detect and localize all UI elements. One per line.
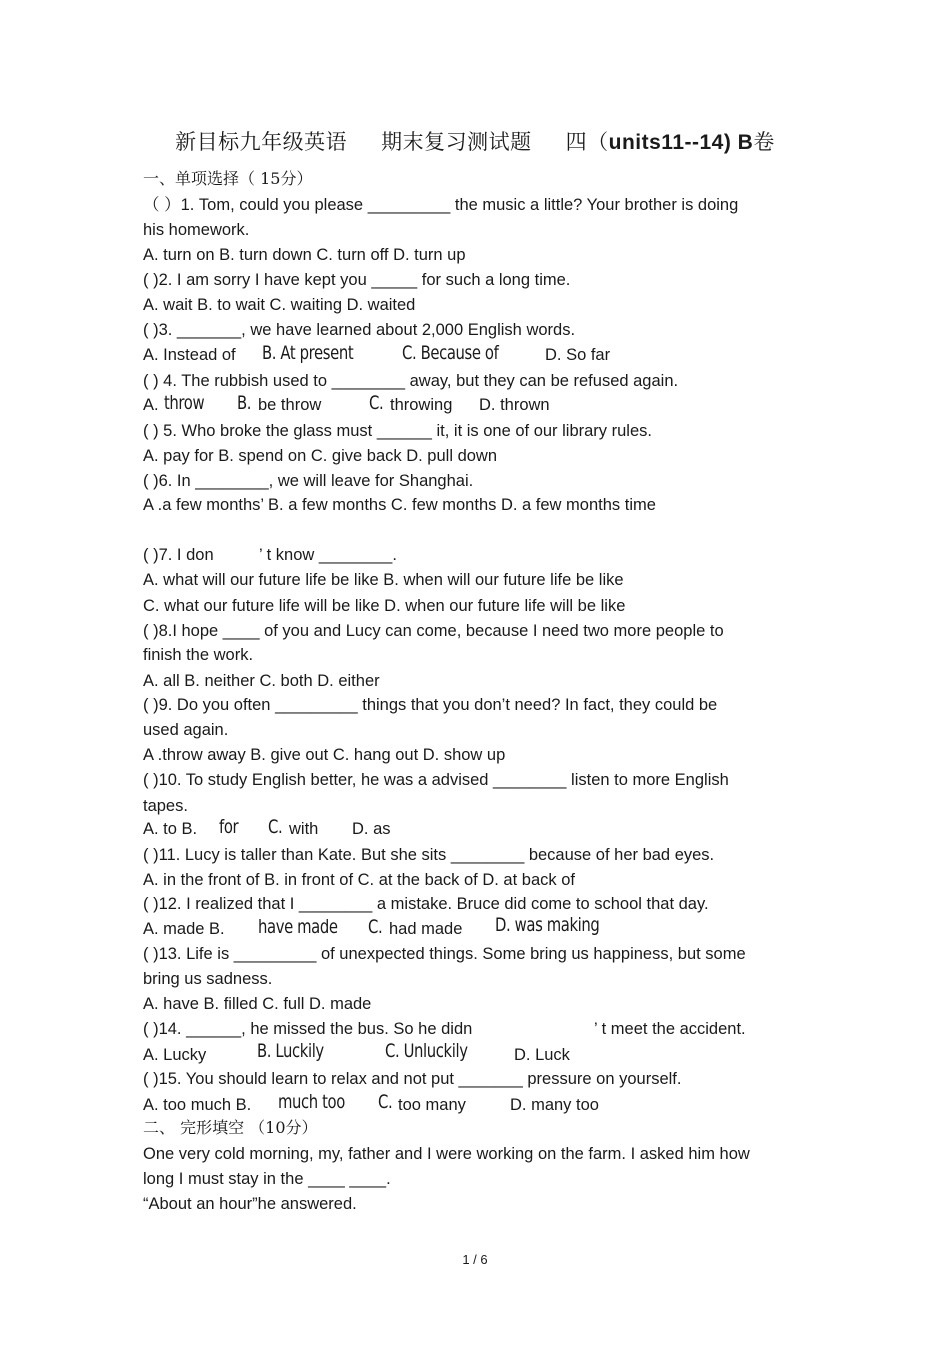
question-8-stem-cont: finish the work.	[143, 646, 254, 664]
section-heading: 一、单项选择（ 15分）	[143, 169, 313, 188]
question-10-option-a: A. to B.	[143, 820, 198, 838]
question-12-stem: ( )12. I realized that I ________ a mistake. Bruce did come to school that day.	[143, 895, 709, 913]
question-1-options: A. turn on B. turn down C. turn off D. turn up	[143, 246, 466, 264]
question-15-stem: ( )15. You should learn to relax and not put _______ pressure on yourself.	[143, 1070, 682, 1088]
question-3-option-d: D. So far	[545, 346, 611, 364]
handwritten-text: C.	[368, 916, 383, 938]
question-12-option-d	[495, 914, 629, 937]
handwritten-text: much too	[278, 1091, 345, 1113]
question-15-option-b	[278, 1091, 364, 1114]
question-7-stem-cont: ’ t know ________.	[259, 546, 397, 564]
question-4-option-a-label: A.	[143, 396, 159, 414]
question-4-option-c: throwing	[390, 396, 453, 414]
handwritten-text: B. At present	[262, 342, 354, 364]
question-4-option-b: be throw	[258, 396, 322, 414]
handwritten-text: C.	[369, 392, 384, 414]
handwritten-text: B.	[237, 392, 252, 414]
title-part-2: 期末复习测试题	[381, 130, 532, 154]
question-8-stem: ( )8.I hope ____ of you and Lucy can come, because I need two more people to	[143, 622, 724, 640]
question-5-options: A. pay for B. spend on C. give back D. pull down	[143, 447, 498, 465]
question-11-options: A. in the front of B. in front of C. at the back of D. at back of	[143, 871, 575, 889]
page-number: 1 / 6	[462, 1252, 488, 1267]
question-1-stem: （ ）1. Tom, could you please _________ the music a little? Your brother is doing	[143, 196, 739, 214]
question-2-options: A. wait B. to wait C. waiting D. waited	[143, 296, 416, 314]
title-part-5: 卷	[753, 130, 775, 154]
question-4-option-c-label	[369, 392, 387, 415]
title-part-1: 新目标九年级英语	[175, 130, 348, 154]
page-title	[0, 126, 950, 156]
question-13-options: A. have B. filled C. full D. made	[143, 995, 372, 1013]
question-4-option-a	[164, 392, 216, 415]
question-9-options: A .throw away B. give out C. hang out D. show up	[143, 746, 506, 764]
passage-line-1: One very cold morning, my, father and I were working on the farm. I asked him how	[143, 1145, 750, 1163]
handwritten-text: D. was making	[495, 914, 600, 936]
question-4-option-b-label	[237, 392, 255, 415]
question-14-option-b	[257, 1040, 343, 1063]
handwritten-text: C.	[268, 816, 283, 838]
question-3-option-a: A. Instead of	[143, 346, 236, 364]
question-12-option-c: had made	[389, 920, 463, 938]
question-9-stem: ( )9. Do you often _________ things that you don’t need? In fact, they could be	[143, 696, 718, 714]
question-1-stem-cont: his homework.	[143, 221, 250, 239]
question-2-stem: ( )2. I am sorry I have kept you _____ for such a long time.	[143, 271, 571, 289]
question-10-option-d: D. as	[352, 820, 391, 838]
question-15-option-c: too many	[398, 1096, 466, 1114]
handwritten-text: for	[219, 816, 239, 838]
question-4-stem: ( ) 4. The rubbish used to ________ away, but they can be refused again.	[143, 372, 679, 390]
question-8-options: A. all B. neither C. both D. either	[143, 672, 380, 690]
passage-line-2: long I must stay in the ____ ____.	[143, 1170, 391, 1188]
question-11-stem: ( )11. Lucy is taller than Kate. But she sits ________ because of her bad eyes.	[143, 846, 715, 864]
question-12-option-b	[258, 916, 360, 939]
question-14-stem: ( )14. ______, he missed the bus. So he didn	[143, 1020, 473, 1038]
question-3-stem: ( )3. _______, we have learned about 2,000 English words.	[143, 321, 576, 339]
question-15-option-a: A. too much B.	[143, 1096, 252, 1114]
question-13-stem-cont: bring us sadness.	[143, 970, 273, 988]
handwritten-text: have made	[258, 916, 338, 938]
question-7-options-1: A. what will our future life be like B. when will our future life be like	[143, 571, 624, 589]
question-15-option-c-label	[378, 1091, 396, 1114]
title-part-4: units11--14) B	[608, 131, 754, 154]
question-4-option-d: D. thrown	[479, 396, 550, 414]
question-10-option-b	[219, 816, 244, 839]
question-10-option-c-label	[268, 816, 286, 839]
question-10-stem-cont: tapes.	[143, 797, 188, 815]
handwritten-text: C. Because of	[402, 342, 499, 364]
question-5-stem: ( ) 5. Who broke the glass must ______ it, it is one of our library rules.	[143, 422, 652, 440]
question-10-option-c: with	[289, 820, 319, 838]
question-15-option-d: D. many too	[510, 1096, 599, 1114]
title-part-3: 四（	[565, 130, 609, 154]
question-14-option-c	[385, 1040, 491, 1063]
handwritten-text: B. Luckily	[257, 1040, 324, 1062]
question-3-option-b	[262, 342, 379, 365]
question-10-stem: ( )10. To study English better, he was a advised ________ listen to more English	[143, 771, 729, 789]
question-14-option-d: D. Luck	[514, 1046, 570, 1064]
section-heading: 二、 完形填空 （10分）	[143, 1118, 318, 1137]
question-7-stem: ( )7. I don	[143, 546, 214, 564]
question-3-option-c	[402, 342, 526, 365]
question-14-option-a: A. Lucky	[143, 1046, 207, 1064]
question-6-options: A .a few months’ B. a few months C. few months D. a few months time	[143, 496, 656, 514]
question-7-options-2: C. what our future life will be like D. when our future life will be like	[143, 597, 626, 615]
passage-line-3: “About an hour”he answered.	[143, 1195, 357, 1213]
handwritten-text: C. Unluckily	[385, 1040, 468, 1062]
question-6-stem: ( )6. In ________, we will leave for Shanghai.	[143, 472, 474, 490]
question-13-stem: ( )13. Life is _________ of unexpected things. Some bring us happiness, but some	[143, 945, 746, 963]
handwritten-text: C.	[378, 1091, 393, 1113]
question-14-stem-cont: ’ t meet the accident.	[594, 1020, 746, 1038]
question-9-stem-cont: used again.	[143, 721, 229, 739]
question-12-option-c-label	[368, 916, 386, 939]
handwritten-text: throw	[164, 392, 205, 414]
question-12-option-a: A. made B.	[143, 920, 225, 938]
